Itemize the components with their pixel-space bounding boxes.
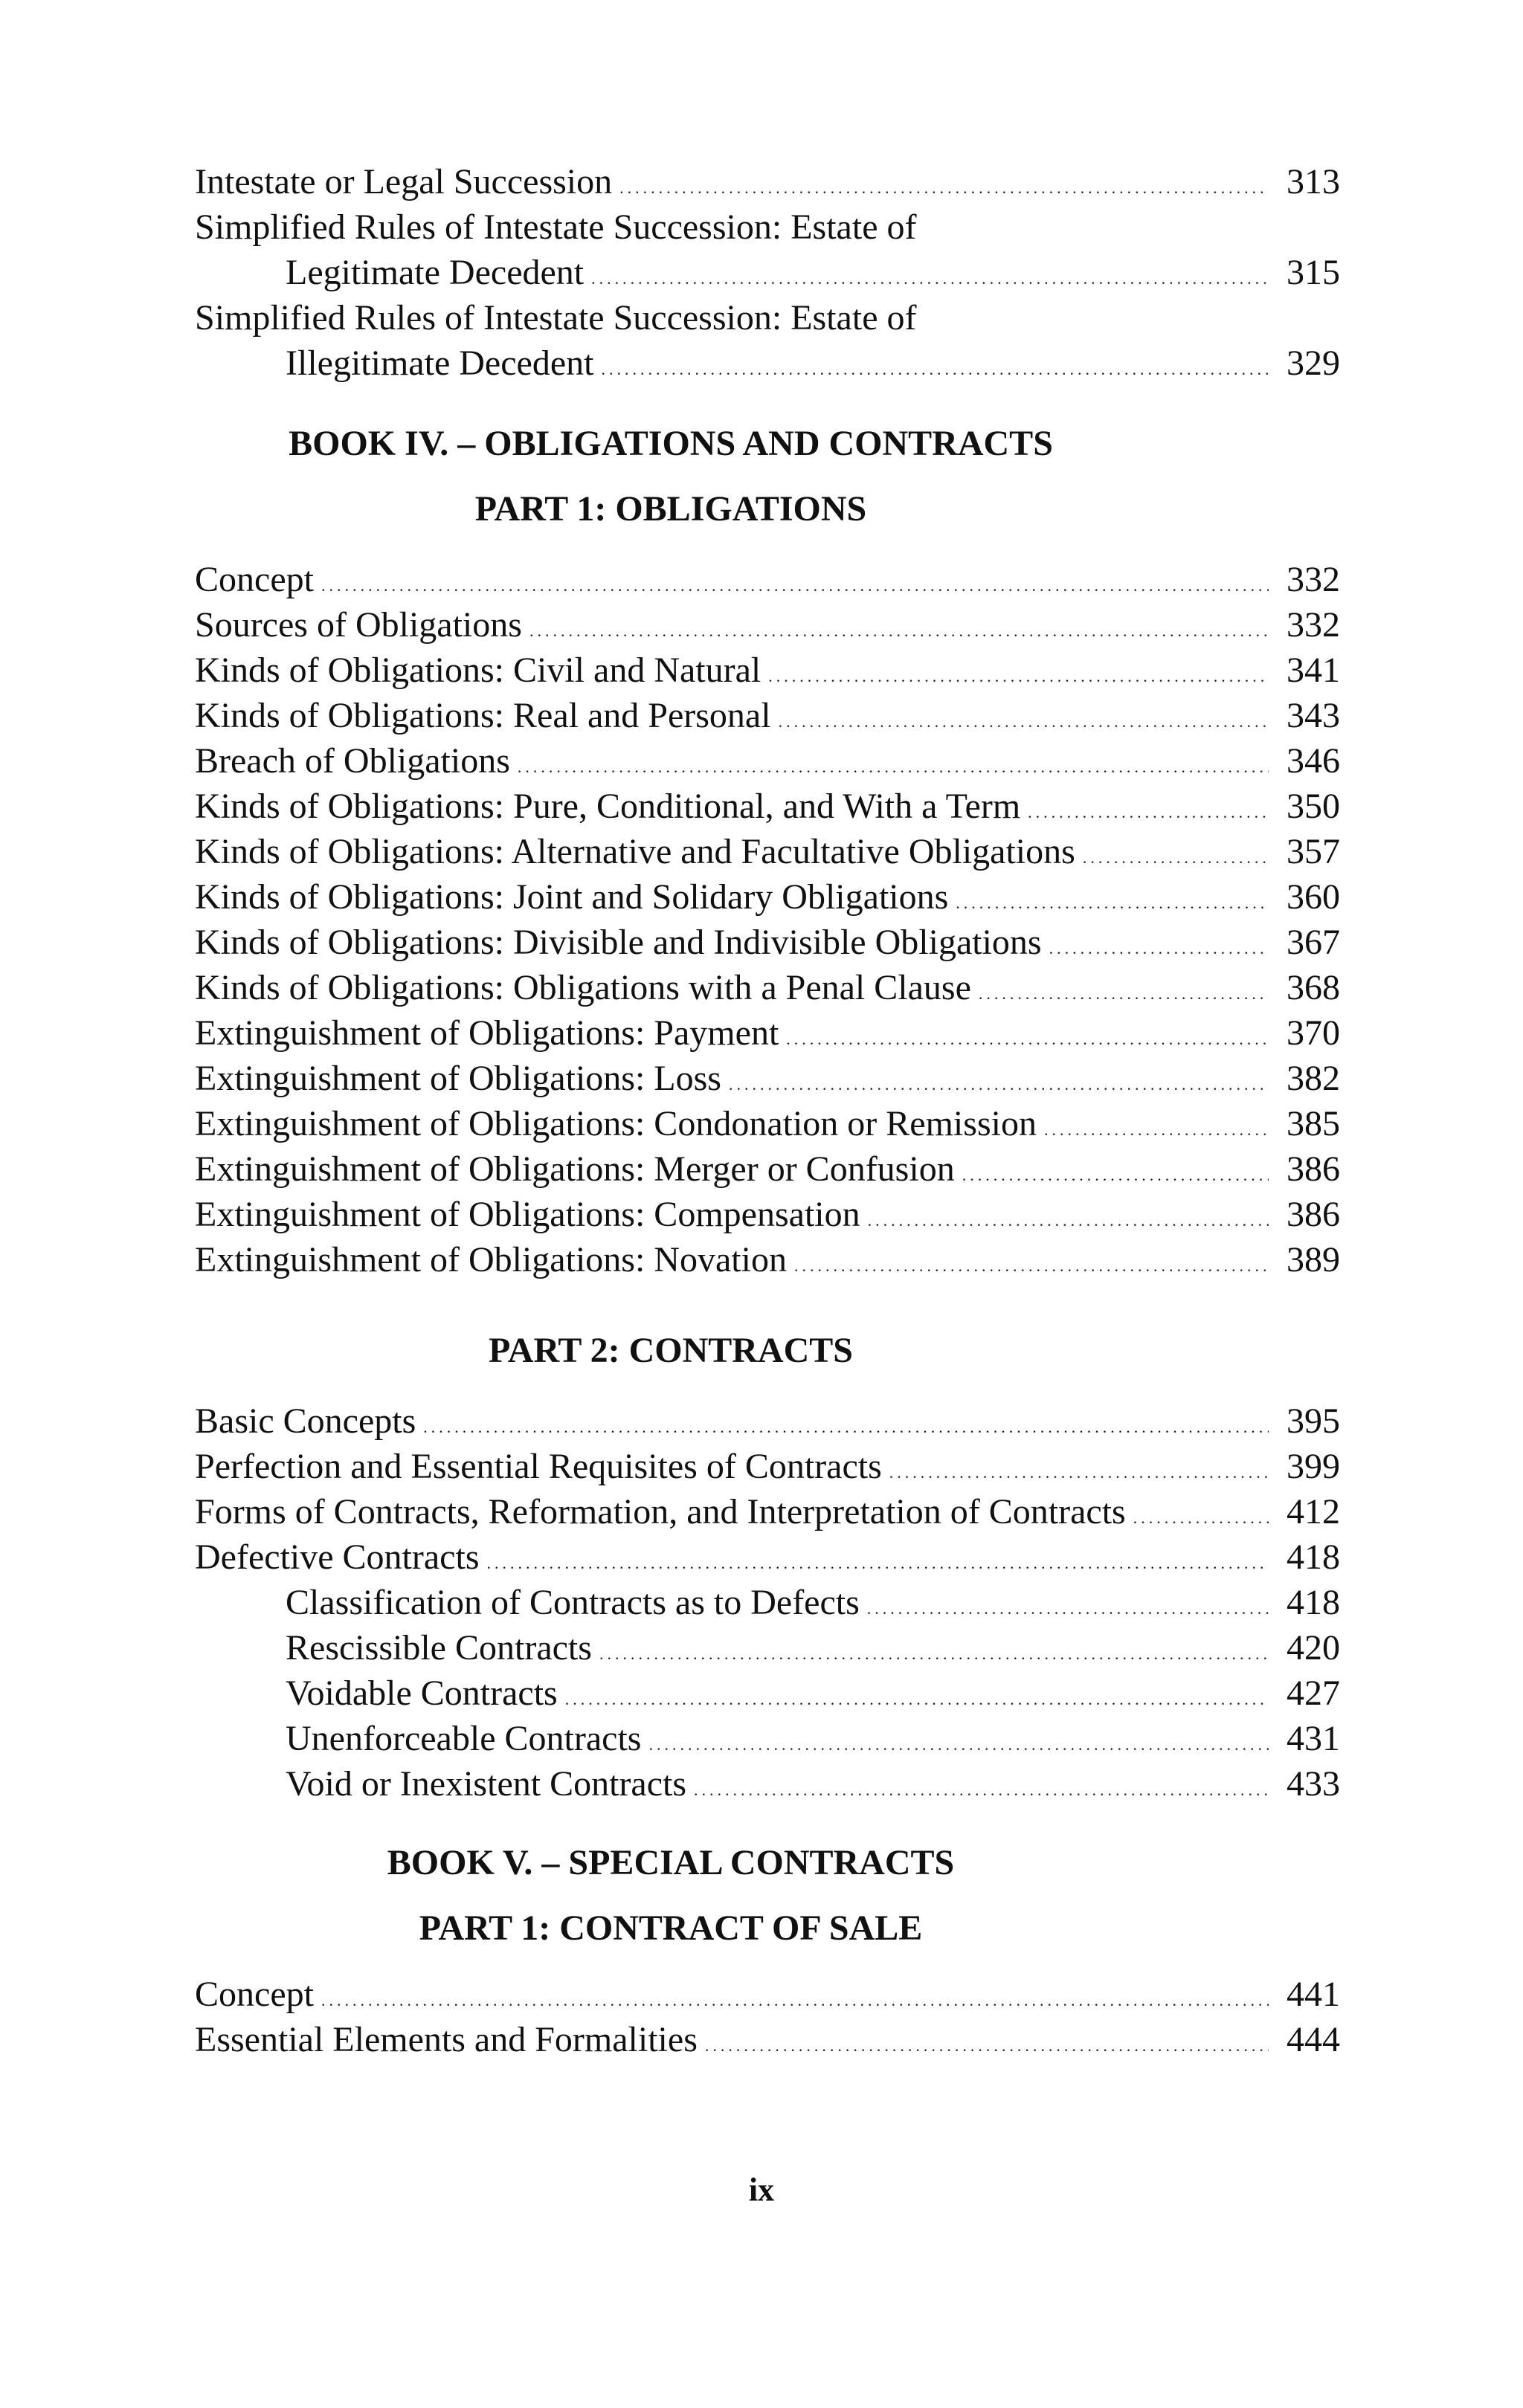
toc-entry	[195, 1010, 1340, 1056]
dot-leader	[565, 1676, 1269, 1722]
toc-entry-page: 420	[1287, 1628, 1340, 1668]
toc-entry	[195, 340, 1340, 386]
toc-entry-title: Kinds of Obligations: Divisible and Indivisible Obligations	[195, 923, 1042, 962]
toc-entry-page: 389	[1287, 1240, 1340, 1279]
toc-entry	[195, 829, 1340, 874]
toc-entry	[195, 1101, 1340, 1146]
dot-leader	[979, 971, 1269, 1016]
toc-entry-page: 386	[1287, 1149, 1340, 1189]
toc-entry-title-line2: Legitimate Decedent	[286, 253, 585, 292]
toc-entry-title: Perfection and Essential Requisites of Contracts	[195, 1447, 882, 1486]
toc-entry	[195, 874, 1340, 920]
dot-leader	[648, 1722, 1269, 1767]
dot-leader	[962, 1152, 1269, 1198]
toc-entry-title: Extinguishment of Obligations: Compensation	[195, 1195, 860, 1234]
toc-entry-page: 329	[1287, 343, 1340, 383]
toc-entry-page: 368	[1287, 968, 1340, 1007]
toc-entry	[195, 1192, 1340, 1237]
part-heading: PART 1: OBLIGATIONS	[474, 489, 867, 529]
part2-entries	[195, 1398, 1340, 1807]
dot-leader	[1083, 835, 1269, 880]
toc-entry-title: Concept	[195, 560, 314, 599]
toc-entry-title-line1: Simplified Rules of Intestate Succession: Estate of	[195, 207, 917, 247]
dot-leader	[779, 699, 1269, 744]
toc-entry-title: Essential Elements and Formalities	[195, 2020, 698, 2059]
toc-entry-title: Extinguishment of Obligations: Condonation or Remission	[195, 1104, 1037, 1143]
toc-entry	[195, 557, 1340, 602]
dot-leader	[1028, 790, 1269, 835]
toc-entry	[195, 250, 1340, 295]
toc-entry	[195, 965, 1340, 1010]
dot-leader	[518, 744, 1269, 790]
toc-entry	[195, 159, 1340, 204]
toc-entry-page: 350	[1287, 787, 1340, 826]
toc-entry	[195, 1056, 1340, 1101]
dot-leader	[889, 1450, 1269, 1495]
dot-leader	[321, 1978, 1269, 2023]
toc-entry	[195, 1489, 1340, 1534]
toc-entry-title: Extinguishment of Obligations: Novation	[195, 1240, 787, 1279]
toc-subentry	[195, 1716, 1340, 1761]
part-heading: PART 1: CONTRACT OF SALE	[419, 1908, 923, 1948]
toc-entry	[195, 1534, 1340, 1580]
toc-entry-page: 412	[1287, 1492, 1340, 1531]
toc-entry-title: Sources of Obligations	[195, 605, 522, 645]
toc-entry-title: Classification of Contracts as to Defects	[286, 1583, 860, 1622]
toc-entry-page: 313	[1287, 162, 1340, 201]
toc-entry-title: Kinds of Obligations: Real and Personal	[195, 696, 771, 735]
toc-subentry	[195, 1625, 1340, 1671]
dot-leader	[705, 2023, 1269, 2068]
toc-entry	[195, 1146, 1340, 1192]
toc-entry-page: 386	[1287, 1195, 1340, 1234]
table-of-contents	[195, 159, 1340, 2062]
toc-entry	[195, 602, 1340, 648]
toc-entry-page: 315	[1287, 253, 1340, 292]
page-number: ix	[748, 2172, 775, 2208]
toc-entry	[195, 920, 1340, 965]
dot-leader	[794, 1243, 1269, 1288]
toc-entry-title: Forms of Contracts, Reformation, and Interpretation of Contracts	[195, 1492, 1126, 1531]
toc-entry	[195, 784, 1340, 829]
toc-entry-page: 427	[1287, 1673, 1340, 1713]
toc-entry-title: Kinds of Obligations: Civil and Natural	[195, 651, 762, 690]
dot-leader	[599, 1631, 1269, 1676]
toc-entry-title: Rescissible Contracts	[286, 1628, 592, 1668]
dot-leader	[1044, 1107, 1269, 1152]
dot-leader	[867, 1586, 1269, 1631]
toc-entry-title: Kinds of Obligations: Obligations with a Penal Clause	[195, 968, 971, 1007]
toc-entry-page: 332	[1287, 605, 1340, 645]
toc-subentry	[195, 1761, 1340, 1807]
toc-entry	[195, 2017, 1340, 2062]
dot-leader	[1133, 1495, 1269, 1540]
toc-entry	[195, 1398, 1340, 1444]
toc-entry-title: Voidable Contracts	[286, 1673, 558, 1713]
toc-entry-page: 418	[1287, 1537, 1340, 1577]
dot-leader	[768, 653, 1269, 699]
toc-entry-title: Extinguishment of Obligations: Payment	[195, 1013, 779, 1053]
dot-leader	[619, 165, 1269, 210]
toc-subentry	[195, 1671, 1340, 1716]
book-heading: BOOK IV. – OBLIGATIONS AND CONTRACTS	[289, 424, 1053, 463]
dot-leader	[1049, 926, 1269, 971]
toc-entry-page: 385	[1287, 1104, 1340, 1143]
toc-entry-title: Defective Contracts	[195, 1537, 480, 1577]
dot-leader	[729, 1062, 1269, 1107]
dot-leader	[423, 1404, 1269, 1450]
toc-entry-page: 370	[1287, 1013, 1340, 1053]
toc-entry-page: 346	[1287, 741, 1340, 781]
dot-leader	[786, 1016, 1269, 1062]
toc-entry-page: 431	[1287, 1719, 1340, 1758]
toc-entry-page: 399	[1287, 1447, 1340, 1486]
toc-entry-page: 360	[1287, 877, 1340, 917]
part1-entries	[195, 557, 1340, 1282]
dot-leader	[591, 256, 1269, 301]
toc-entry-title: Kinds of Obligations: Alternative and Facultative Obligations	[195, 832, 1075, 871]
toc-entry-page: 343	[1287, 696, 1340, 735]
toc-entry-page: 433	[1287, 1764, 1340, 1804]
toc-entry-title: Intestate or Legal Succession	[195, 162, 613, 201]
toc-entry-page: 341	[1287, 651, 1340, 690]
dot-leader	[956, 880, 1269, 926]
toc-entry-title: Extinguishment of Obligations: Merger or Confusion	[195, 1149, 955, 1189]
toc-entry	[195, 738, 1340, 784]
toc-entry-page: 332	[1287, 560, 1340, 599]
toc-entry-page: 418	[1287, 1583, 1340, 1622]
toc-entry-page: 444	[1287, 2020, 1340, 2059]
dot-leader	[694, 1767, 1269, 1813]
toc-entry-title: Breach of Obligations	[195, 741, 510, 781]
toc-entry	[195, 693, 1340, 738]
toc-entry-page: 367	[1287, 923, 1340, 962]
toc-entry-title: Kinds of Obligations: Joint and Solidary Obligations	[195, 877, 949, 917]
toc-entry-page: 395	[1287, 1401, 1340, 1441]
toc-entry-page: 357	[1287, 832, 1340, 871]
book-heading: BOOK V. – SPECIAL CONTRACTS	[387, 1843, 955, 1882]
toc-entry-title-line2: Illegitimate Decedent	[286, 343, 594, 383]
toc-entry-title: Extinguishment of Obligations: Loss	[195, 1059, 721, 1098]
toc-entry-title: Concept	[195, 1975, 314, 2014]
dot-leader	[529, 608, 1269, 653]
toc-entry	[195, 1237, 1340, 1282]
dot-leader	[487, 1540, 1269, 1586]
toc-entry-page: 441	[1287, 1975, 1340, 2014]
dot-leader	[601, 346, 1269, 392]
dot-leader	[321, 563, 1269, 608]
toc-entry-title: Unenforceable Contracts	[286, 1719, 642, 1758]
toc-multiline-entry	[195, 295, 1340, 386]
toc-entry-title-line1: Simplified Rules of Intestate Succession: Estate of	[195, 298, 917, 338]
toc-subentry	[195, 1580, 1340, 1625]
toc-multiline-entry	[195, 204, 1340, 295]
toc-entry-title: Void or Inexistent Contracts	[286, 1764, 687, 1804]
toc-entry-page: 382	[1287, 1059, 1340, 1098]
toc-entry	[195, 1444, 1340, 1489]
toc-entry	[195, 648, 1340, 693]
toc-entry-title: Kinds of Obligations: Pure, Conditional, and With a Term	[195, 787, 1021, 826]
part-heading: PART 2: CONTRACTS	[489, 1331, 853, 1370]
dot-leader	[868, 1198, 1269, 1243]
book5-part1-entries	[195, 1972, 1340, 2062]
toc-entry-title: Basic Concepts	[195, 1401, 416, 1441]
toc-entry	[195, 1972, 1340, 2017]
